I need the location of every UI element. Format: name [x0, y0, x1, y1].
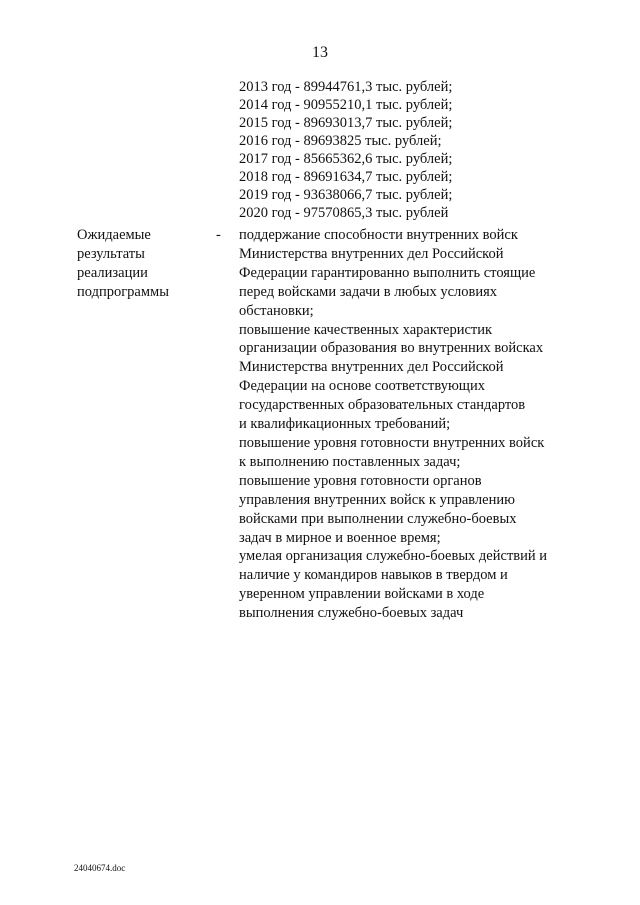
text-line: поддержание способности внутренних войск	[239, 227, 518, 243]
funding-line-2019: 2019 год - 93638066,7 тыс. рублей;	[239, 187, 453, 203]
text-line: организации образования во внутренних войсках	[239, 340, 544, 357]
funding-line-2016: 2016 год - 89693825 тыс. рублей;	[239, 133, 442, 149]
text-line: государственных образовательных стандартов	[239, 397, 526, 414]
text-line: Министерства внутренних дел Российской	[239, 245, 504, 262]
label-line: подпрограммы	[77, 284, 169, 300]
funding-line-2018: 2018 год - 89691634,7 тыс. рублей;	[239, 169, 453, 185]
text-line: обстановки;	[239, 302, 314, 319]
text-line: управления внутренних войск к управлению	[239, 491, 515, 508]
text-line: Министерства внутренних дел Российской	[239, 359, 504, 376]
label-line: Ожидаемые	[77, 227, 151, 243]
funding-line-2017: 2017 год - 85665362,6 тыс. рублей;	[239, 151, 453, 167]
text-line: войсками при выполнении служебно-боевых	[239, 510, 517, 527]
funding-by-year-list	[239, 78, 579, 222]
funding-line-2015: 2015 год - 89693013,7 тыс. рублей;	[239, 115, 453, 131]
page-number: 13	[312, 44, 328, 61]
funding-line-2020: 2020 год - 97570865,3 тыс. рублей	[239, 205, 449, 221]
funding-line-2014: 2014 год - 90955210,1 тыс. рублей;	[239, 97, 453, 113]
text-line: Федерации гарантированно выполнить стоящие	[239, 264, 536, 281]
text-line: перед войсками задачи в любых условиях	[239, 283, 498, 300]
funding-line-2013: 2013 год - 89944761,3 тыс. рублей;	[239, 79, 453, 95]
expected-results-label	[77, 226, 207, 302]
text-line: повышение качественных характеристик	[239, 321, 493, 338]
label-separator-dash: -	[216, 227, 221, 243]
text-line: и квалификационных требований;	[239, 416, 451, 433]
text-line: задач в мирное и военное время;	[239, 529, 441, 546]
text-line: выполнения служебно-боевых задач	[239, 605, 464, 622]
text-line: уверенном управлении войсками в ходе	[239, 586, 485, 603]
text-line: повышение уровня готовности внутренних войск	[239, 434, 545, 451]
label-line: реализации	[77, 265, 148, 281]
expected-results-text	[239, 226, 579, 623]
label-line: результаты	[77, 246, 145, 262]
footer-filename: 24040674.doc	[74, 863, 126, 873]
text-line: к выполнению поставленных задач;	[239, 453, 461, 470]
text-line: повышение уровня готовности органов	[239, 472, 482, 489]
text-line: наличие у командиров навыков в твердом и	[239, 567, 508, 584]
text-line: умелая организация служебно-боевых действий и	[239, 548, 548, 565]
text-line: Федерации на основе соответствующих	[239, 378, 485, 395]
